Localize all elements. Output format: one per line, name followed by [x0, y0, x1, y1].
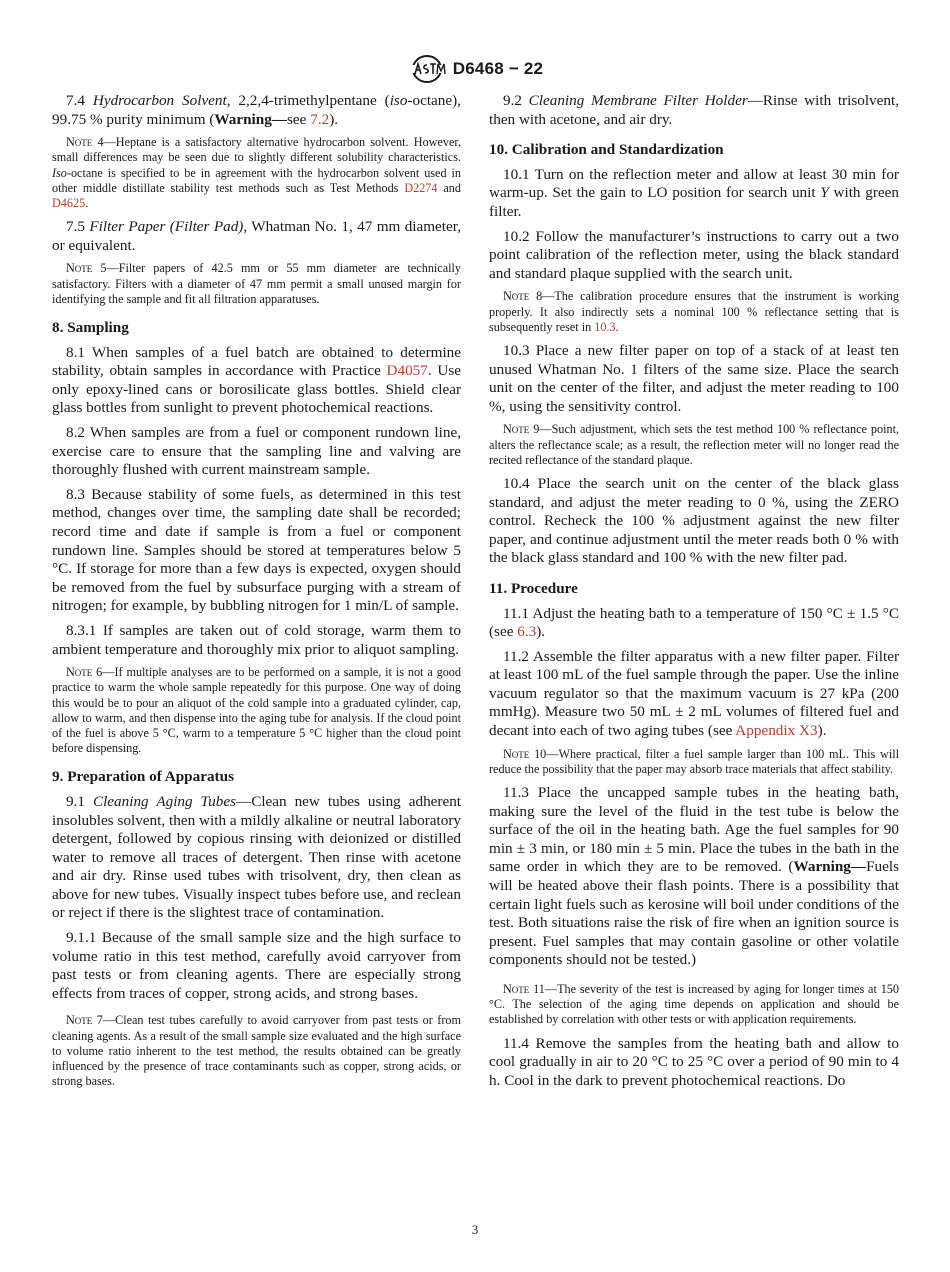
heading-9-preparation: 9. Preparation of Apparatus — [52, 768, 234, 786]
section-9-2: 9.2 Cleaning Membrane Filter Holder—Rinse with trisolvent, then with acetone, and air dry. — [489, 92, 900, 128]
right-column — [489, 92, 899, 1096]
section-9-1: 9.1 Cleaning Aging Tubes—Clean new tubes using adherent insolubles solvent, then with a mildly alkaline or neutral laboratory detergent, followed by copious rinsing with deionized or distilled water to remove all traces of detergent. Then rinse with acetone and air dry. Rinse used tubes with trisolvent, dry, then clean as above for new tubes. Visually inspect tubes before use, and reclean or reject if there is the slightest trace of contamination. — [52, 792, 462, 922]
page-number: 3 — [471, 1222, 479, 1237]
astm-logo-icon — [407, 54, 447, 84]
note-4: Note 4—Heptane is a satisfactory alternative hydrocarbon solvent. However, small differences may be seen due to slightly different solubility characteristics. Iso-octane is specified to be in agreement with the hydrocarbon solvent used in other middle distillate stability test methods such as Test Methods D2274 and D4625. — [52, 135, 461, 210]
section-8-3: 8.3 Because stability of some fuels, as determined in this test method, changes over time, the sampling date shall be recorded; record time and date if sample is from a fuel or component rundown line. Samples should be stored at temperatures below 5 °C. If storage for more than a few days is expected, oxygen should be removed from the fuel by subsurface purging with a stream of nitrogen; for example, by bubbling nitrogen for 1 min/L of sample. — [52, 485, 461, 615]
note-5: Note 5—Filter papers of 42.5 mm or 55 mm diameter are technically satisfactory. Filters with a diameter of 47 mm permit a small unused margin for identifying the sample and fit all filtration apparatuses. — [52, 261, 461, 306]
section-10-3: 10.3 Place a new filter paper on top of a stack of at least ten unused Whatman No. 1 filters of the same size. Place the search unit on the center of the filter, and adjust the meter reading to 100 %, using the sensitivity control. — [489, 341, 899, 415]
section-8-2: 8.2 When samples are from a fuel or component rundown line, exercise care to ensure that the sampling line and valving are thoroughly flushed with current mainstream sample. — [52, 423, 461, 479]
ref-6-3[interactable]: 6.3 — [517, 623, 537, 641]
note-11: Note 11—The severity of the test is increased by aging for longer times at 150 °C. The selection of the aging time depends on application and should be established by correlation with other tests or with application requirements. — [489, 982, 899, 1027]
ref-d2274[interactable]: D2274 — [404, 180, 438, 195]
ref-d4057[interactable]: D4057 — [386, 362, 428, 380]
note-6: Note 6—If multiple analyses are to be performed on a sample, it is not a good practice to warm the whole sample repeatedly for this purpose. One way of doing this would be to pour an aliquot of the cold sample into a graduated cylinder, cap, allow to warm, and then dispense into the aging tube for analysis. If the cloud point of the fuel is above 5 °C, warm to a temperature 5 °C higher than the cloud point before dispensing. — [52, 665, 461, 756]
document-designation: D6468 − 22 — [452, 59, 544, 78]
ref-7-2[interactable]: 7.2 — [310, 110, 330, 128]
section-10-2: 10.2 Follow the manufacturer’s instructions to carry out a two point calibration of the reflection meter, using the black standard and standard plaque supplied with the search unit. — [489, 227, 899, 282]
heading-8-sampling: 8. Sampling — [52, 319, 129, 336]
section-10-1: 10.1 Turn on the reflection meter and allow at least 30 min for warm-up. Set the gain to LO position for search unit Y with green filter. — [489, 165, 900, 220]
page-header — [0, 54, 950, 84]
note-8: Note 8—The calibration procedure ensures that the instrument is working properly. It also indirectly sets a nominal 100 % reflectance setting that is subsequently reset in 10.3. — [489, 289, 899, 334]
note-9: Note 9—Such adjustment, which sets the test method 100 % reflectance point, alters the reflectance scale; as a result, the reflection meter will no longer read the recited reflectance of the standard plaque. — [489, 422, 899, 467]
section-11-2: 11.2 Assemble the filter apparatus with a new filter paper. Filter at least 100 mL of the fuel sample through the paper. Use the inline vacuum regulator so that the maximum vacuum is 27 kPa (200 mmHg). Measure two 50 mL ± 2 mL volumes of filtered fuel and decant into each of two aging tubes (see Appendix X3). — [489, 647, 899, 740]
note-7: Note 7—Clean test tubes carefully to avoid carryover from past tests or from cleaning agents. As a result of the small sample size evaluated and the high surface to volume ratio inherent to the test method, the results obtained can be greatly influenced by the presence of trace contaminants such as copper, strong acids, or strong bases. — [52, 1013, 461, 1089]
section-7-4: 7.4 Hydrocarbon Solvent, 2,2,4-trimethylpentane (iso-octane), 99.75 % purity minimum (Warning—see 7.2). — [52, 92, 461, 128]
ref-appendix-x3[interactable]: Appendix X3 — [735, 722, 818, 740]
note-10: Note 10—Where practical, filter a fuel sample larger than 100 mL. This will reduce the possibility that the paper may absorb trace materials that affect stability. — [489, 746, 899, 776]
section-9-1-1: 9.1.1 Because of the small sample size and the high surface to volume ratio in this test method, carefully avoid carryover from past tests or from cleaning agents. There are especially strong effects from traces of copper, strong acids, and strong bases. — [52, 929, 461, 1002]
section-8-3-1: 8.3.1 If samples are taken out of cold storage, warm them to ambient temperature and thoroughly mix prior to aliquot sampling. — [52, 621, 461, 658]
heading-10-calibration: 10. Calibration and Standardization — [489, 141, 724, 159]
section-11-3: 11.3 Place the uncapped sample tubes in the heating bath, making sure the level of the fluid in the test tube is below the surface of the oil in the heating bath. Age the fuel samples for 90 min ± 3 min, or 180 min ± 5 min. Place the tubes in the bath in the same order in which they are to be removed. (Warning—Fuels will be heated above their flash points. There is a possibility that certain light fuels such as kerosine will boil under conditions of the test. Both situations raise the risk of fire when an ignition source is present. Fuel samples that may contain gasoline or other volatile components should not be tested.) — [489, 784, 899, 969]
ref-d4625[interactable]: D4625 — [52, 196, 86, 210]
section-7-5: 7.5 Filter Paper (Filter Pad), Whatman No. 1, 47 mm diameter, or equivalent. — [52, 218, 462, 254]
left-column — [52, 92, 461, 1096]
section-11-4: 11.4 Remove the samples from the heating bath and allow to cool gradually in air to 20 °C to 25 °C over a period of 90 min to 4 h. Cool in the dark to prevent photochemical reactions. Do — [489, 1034, 899, 1089]
section-10-4: 10.4 Place the search unit on the center of the black glass standard, and adjust the meter reading to 0 %, using the ZERO control. Recheck the 100 % adjustment against the new filter paper, and continue adjustment until the meter reads both 0 % with the black glass standard and 100 % with the new filter pad. — [489, 474, 899, 567]
ref-10-3[interactable]: 10.3 — [594, 319, 616, 334]
heading-11-procedure: 11. Procedure — [489, 579, 578, 597]
section-8-1: 8.1 When samples of a fuel batch are obtained to determine stability, obtain samples in accordance with Practice D4057. Use only epoxy-lined cans or borosilicate glass bottles. Shield clear glass bottles from sunlight to prevent photochemical reactions. — [52, 343, 461, 417]
section-11-1: 11.1 Adjust the heating bath to a temperature of 150 °C ± 1.5 °C (see 6.3). — [489, 604, 899, 641]
